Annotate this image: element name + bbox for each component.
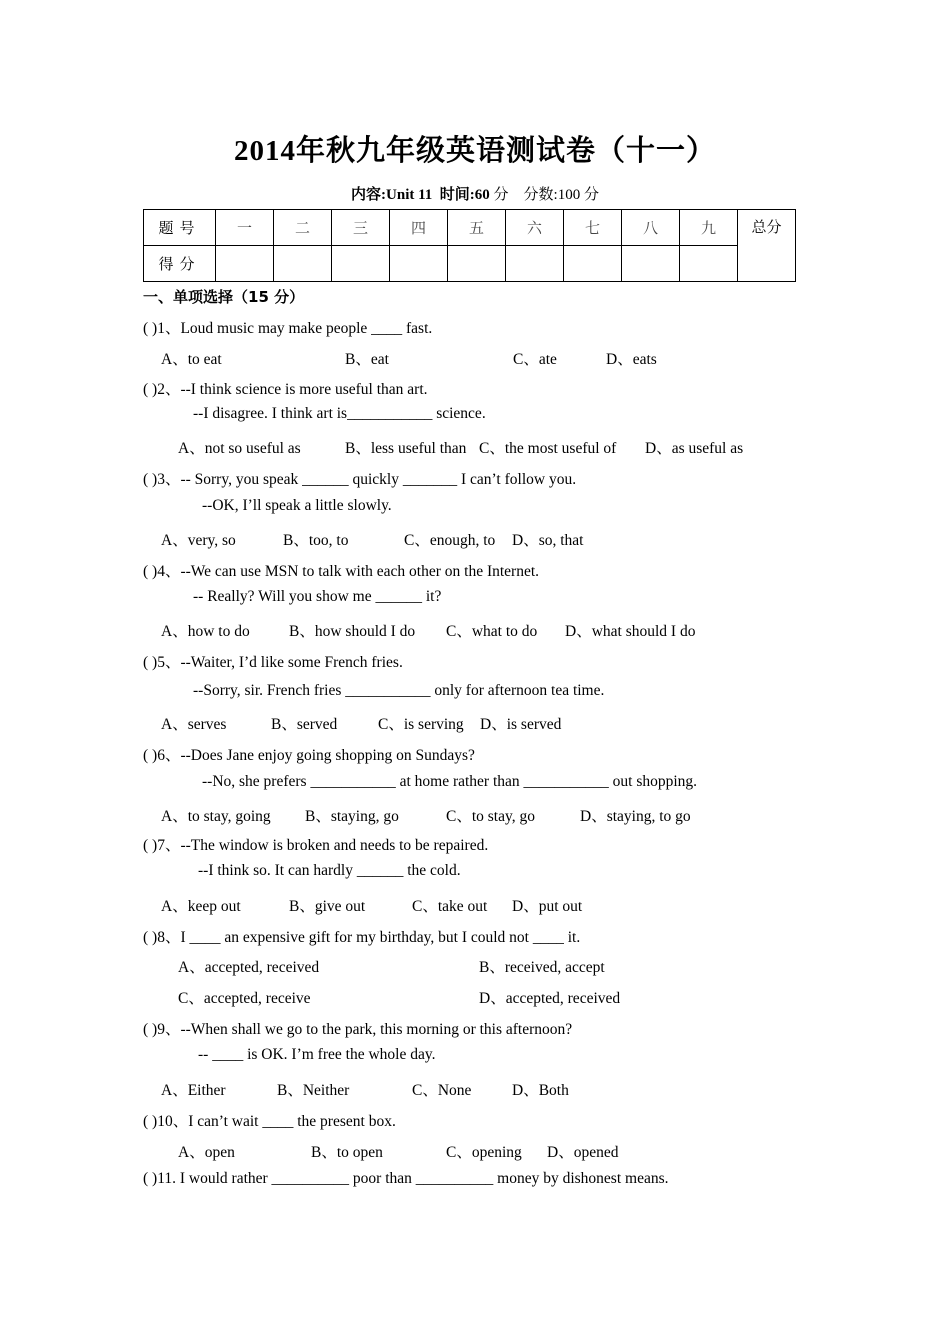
question-reply: --Sorry, sir. French fries ___________ only for afternoon tea time. <box>193 682 605 699</box>
table-row <box>144 210 796 246</box>
col-header: 一 <box>216 210 274 246</box>
score-cell[interactable] <box>680 246 738 282</box>
option-c: C、to stay, go <box>446 808 535 825</box>
question-stem: ( )10、I can’t wait ____ the present box. <box>143 1113 396 1130</box>
option-a: A、keep out <box>161 898 241 915</box>
option-c: C、what to do <box>446 623 538 640</box>
time-value: 60 <box>474 187 490 203</box>
option-d: D、put out <box>512 898 583 915</box>
option-d: D、accepted, received <box>479 990 621 1007</box>
option-a: A、to eat <box>161 351 222 368</box>
option-d: D、eats <box>606 351 657 368</box>
col-header: 九 <box>680 210 738 246</box>
col-header: 四 <box>390 210 448 246</box>
option-a: A、Either <box>161 1082 226 1099</box>
question-stem: ( )6、--Does Jane enjoy going shopping on Sundays? <box>143 747 475 764</box>
content-label: 内容: <box>351 187 387 203</box>
question-stem: ( )3、-- Sorry, you speak ______ quickly _______ I can’t follow you. <box>143 471 577 488</box>
exam-meta <box>0 183 950 204</box>
option-a: A、open <box>178 1144 235 1161</box>
option-b: B、give out <box>289 898 366 915</box>
question-stem: ( )11. I would rather __________ poor than __________ money by dishonest means. <box>143 1170 669 1187</box>
score-cell[interactable] <box>216 246 274 282</box>
option-a: A、very, so <box>161 532 236 549</box>
question-reply: -- ____ is OK. I’m free the whole day. <box>198 1046 436 1063</box>
question-stem: ( )5、--Waiter, I’d like some French fries. <box>143 654 403 671</box>
score-cell[interactable] <box>274 246 332 282</box>
option-d: D、as useful as <box>645 440 744 457</box>
row-label-score: 得分 <box>144 246 216 282</box>
question-reply: --I disagree. I think art is___________ science. <box>193 405 486 422</box>
question-reply: --OK, I’ll speak a little slowly. <box>202 497 392 514</box>
col-header: 二 <box>274 210 332 246</box>
score-cell[interactable] <box>564 246 622 282</box>
content-value: Unit 11 <box>386 187 433 203</box>
row-label-number: 题号 <box>144 210 216 246</box>
score-cell[interactable] <box>332 246 390 282</box>
option-c: C、take out <box>412 898 488 915</box>
option-b: B、less useful than <box>345 440 467 457</box>
col-header: 三 <box>332 210 390 246</box>
col-header: 七 <box>564 210 622 246</box>
score-cell[interactable] <box>448 246 506 282</box>
option-c: C、None <box>412 1082 472 1099</box>
total-header: 总分 <box>738 210 796 282</box>
option-c: C、is serving <box>378 716 464 733</box>
option-a: A、how to do <box>161 623 250 640</box>
option-c: C、accepted, receive <box>178 990 311 1007</box>
option-a: A、accepted, received <box>178 959 320 976</box>
option-b: B、eat <box>345 351 389 368</box>
col-header: 八 <box>622 210 680 246</box>
score-cell[interactable] <box>622 246 680 282</box>
question-stem: ( )8、I ____ an expensive gift for my birthday, but I could not ____ it. <box>143 929 581 946</box>
page-title: 2014年秋九年级英语测试卷（十一） <box>233 135 716 167</box>
question-stem: ( )9、--When shall we go to the park, this morning or this afternoon? <box>143 1021 573 1038</box>
col-header: 五 <box>448 210 506 246</box>
score-table <box>143 209 796 282</box>
score-info: 分数:100 分 <box>523 187 599 203</box>
option-d: D、what should I do <box>565 623 696 640</box>
option-b: B、received, accept <box>479 959 605 976</box>
option-d: D、Both <box>512 1082 569 1099</box>
question-reply: --No, she prefers ___________ at home rather than ___________ out shopping. <box>202 773 698 790</box>
score-cell[interactable] <box>390 246 448 282</box>
question-stem: ( )4、--We can use MSN to talk with each other on the Internet. <box>143 563 540 580</box>
option-d: D、so, that <box>512 532 584 549</box>
option-d: D、staying, to go <box>580 808 691 825</box>
time-label: 时间: <box>439 187 475 203</box>
table-row <box>144 246 796 282</box>
option-b: B、served <box>271 716 338 733</box>
question-stem: ( )1、Loud music may make people ____ fast. <box>143 320 433 337</box>
question-stem: ( )7、--The window is broken and needs to be repaired. <box>143 837 489 854</box>
option-a: A、serves <box>161 716 227 733</box>
option-d: D、opened <box>547 1144 619 1161</box>
section-heading: 一、单项选择（15 分） <box>143 288 305 306</box>
option-c: C、opening <box>446 1144 522 1161</box>
score-cell[interactable] <box>506 246 564 282</box>
col-header: 六 <box>506 210 564 246</box>
option-c: C、ate <box>513 351 557 368</box>
option-b: B、to open <box>311 1144 383 1161</box>
option-c: C、the most useful of <box>479 440 617 457</box>
option-c: C、enough, to <box>404 532 496 549</box>
option-b: B、too, to <box>283 532 349 549</box>
question-stem: ( )2、--I think science is more useful than art. <box>143 381 428 398</box>
question-reply: -- Really? Will you show me ______ it? <box>193 588 442 605</box>
question-reply: --I think so. It can hardly ______ the cold. <box>198 862 461 879</box>
option-b: B、Neither <box>277 1082 350 1099</box>
option-b: B、how should I do <box>289 623 416 640</box>
option-a: A、to stay, going <box>161 808 271 825</box>
time-unit: 分 <box>493 187 509 203</box>
option-d: D、is served <box>480 716 562 733</box>
option-b: B、staying, go <box>305 808 399 825</box>
option-a: A、not so useful as <box>178 440 301 457</box>
